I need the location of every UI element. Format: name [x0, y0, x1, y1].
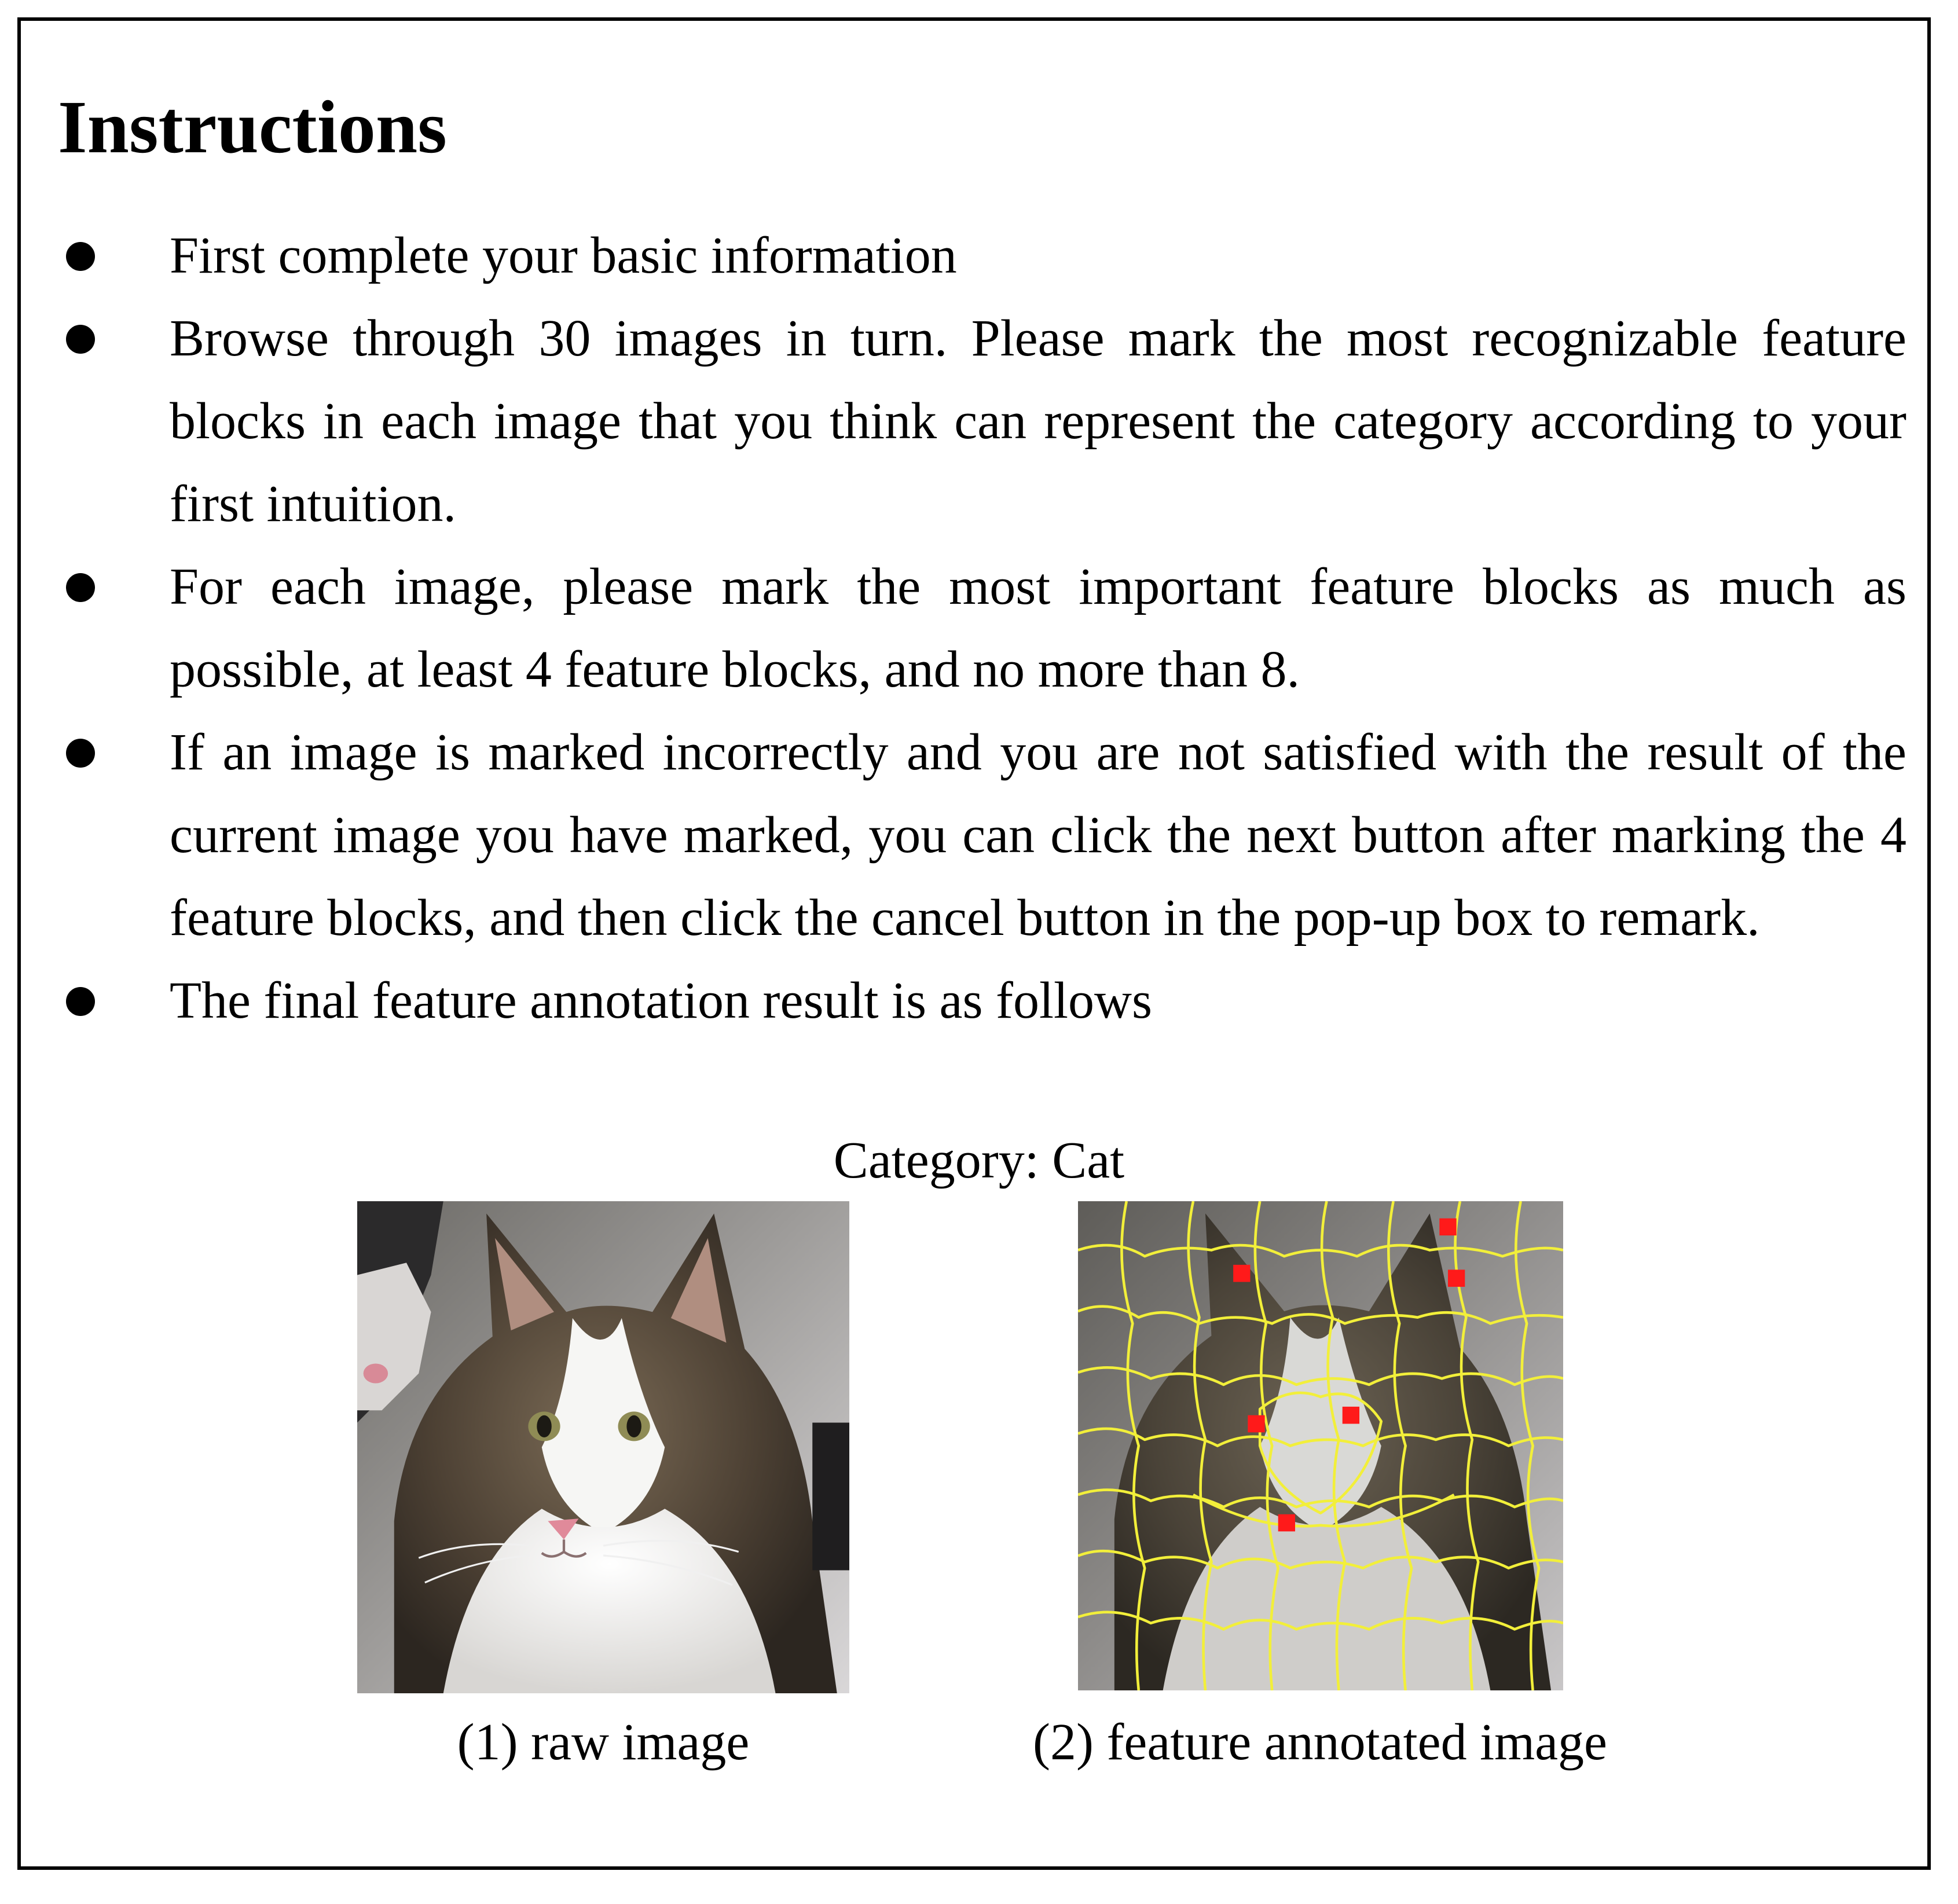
- page-title: Instructions: [58, 86, 447, 169]
- bullet-icon: [66, 987, 95, 1016]
- instruction-item: [0, 711, 1906, 959]
- instruction-text: Browse through 30 images in turn. Please mark the most recognizable feature blocks in each image that you think can represent the category according to your first intuition.: [170, 310, 1906, 533]
- instruction-item: [0, 214, 1906, 297]
- annotated-cat-illustration: [1078, 1201, 1563, 1690]
- instruction-text: First complete your basic information: [170, 227, 957, 284]
- category-label: Category: Cat: [833, 1132, 1125, 1189]
- instruction-text: For each image, please mark the most important feature blocks as much as possible, at least 4 feature blocks, and no more than 8.: [170, 558, 1906, 698]
- bullet-icon: [66, 242, 95, 271]
- raw-cat-image: [357, 1201, 849, 1693]
- instruction-item: [0, 297, 1906, 545]
- bullet-icon: [66, 325, 95, 354]
- instruction-list: [0, 214, 1958, 1042]
- raw-image-caption: (1) raw image: [457, 1714, 750, 1771]
- bullet-icon: [66, 739, 95, 768]
- annotated-image-caption: (2) feature annotated image: [1033, 1714, 1607, 1771]
- instruction-item: [0, 959, 1906, 1042]
- bullet-icon: [66, 573, 95, 602]
- instruction-text: The final feature annotation result is as follows: [170, 972, 1152, 1029]
- annotated-cat-image: [1078, 1201, 1563, 1690]
- instruction-text: If an image is marked incorrectly and you are not satisfied with the result of the current image you have marked, you can click the next button after marking the 4 feature blocks, and then click the cancel button in the pop-up box to remark.: [170, 724, 1906, 947]
- instruction-item: [0, 545, 1906, 711]
- raw-cat-illustration: [357, 1201, 849, 1693]
